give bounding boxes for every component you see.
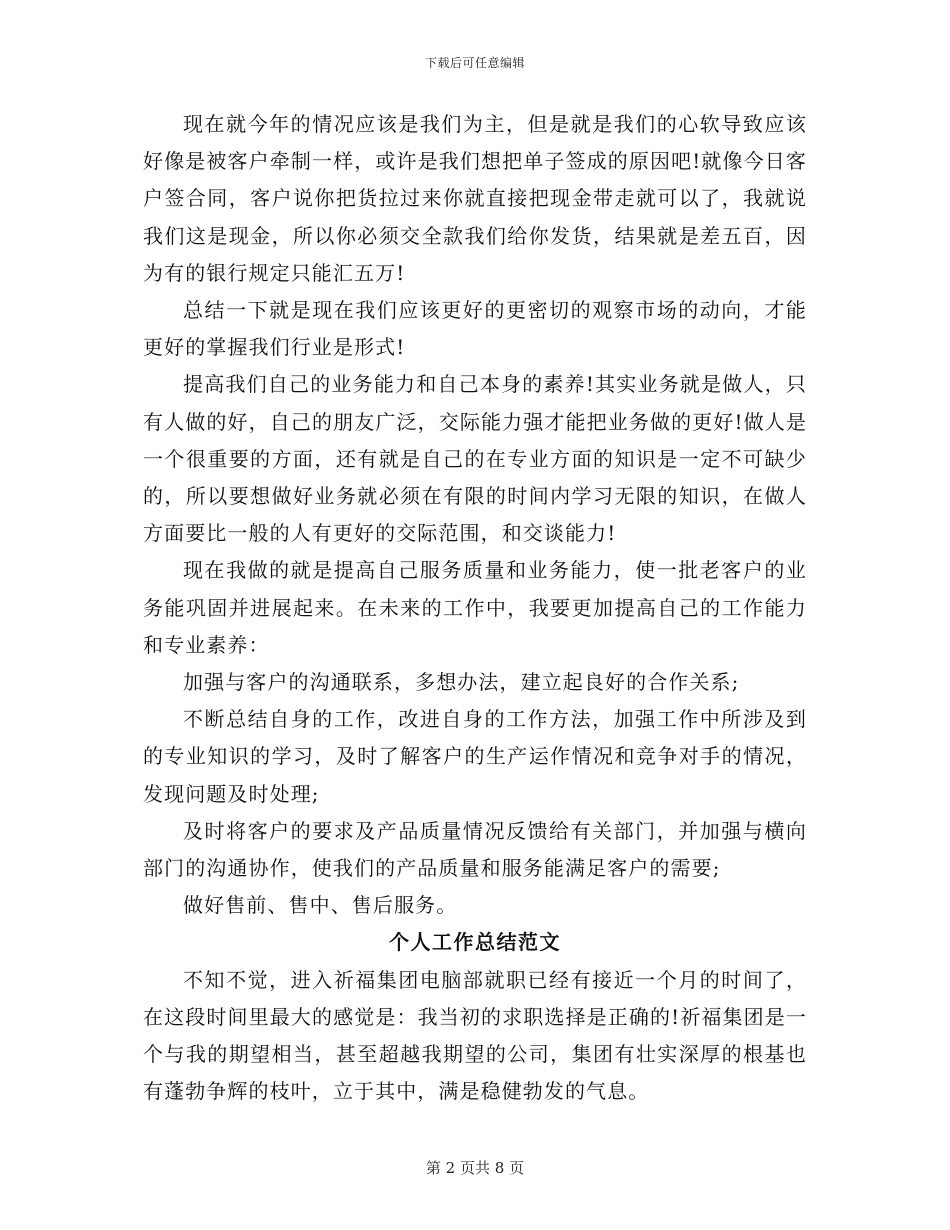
paragraph: 不知不觉，进入祈福集团电脑部就职已经有接近一个月的时间了，在这段时间里最大的感觉是：我当初的求职选择是正确的!祈福集团是一个与我的期望相当，甚至超越我期望的公司，集团有壮实深厚的根基也有蓬勃争辉的枝叶，立于其中，满是稳健勃发的气息。 — [143, 967, 807, 1104]
paragraph: 做好售前、售中、售后服务。 — [183, 893, 458, 918]
section-heading: 个人工作总结范文 — [389, 930, 561, 955]
paragraph: 加强与客户的沟通联系，多想办法，建立起良好的合作关系; — [183, 670, 740, 695]
paragraph: 提高我们自己的业务能力和自己本身的素养!其实业务就是做人，只有人做的好，自己的朋友广泛，交际能力强才能把业务做的更好!做人是一个很重要的方面，还有就是自己的在专业方面的知识是一定不可缺少的，所以要想做好业务就必须在有限的时间内学习无限的知识，在做人方面要比一般的人有更好的交际范围，和交谈能力! — [143, 372, 807, 546]
page-footer: 第 2 页共 8 页 — [425, 1159, 525, 1177]
paragraph: 不断总结自身的工作，改进自身的工作方法，加强工作中所涉及到的专业知识的学习，及时了解客户的生产运作情况和竞争对手的情况，发现问题及时处理; — [143, 707, 807, 806]
paragraph: 现在就今年的情况应该是我们为主，但是就是我们的心软导致应该好像是被客户牵制一样，或许是我们想把单子签成的原因吧!就像今日客户签合同，客户说你把货拉过来你就直接把现金带走就可以了，我就说我们这是现金，所以你必须交全款我们给你发货，结果就是差五百，因为有的银行规定只能汇五万! — [143, 112, 807, 285]
paragraph: 现在我做的就是提高自己服务质量和业务能力，使一批老客户的业务能巩固并进展起来。在未来的工作中，我要更加提高自己的工作能力和专业素养： — [143, 558, 807, 657]
page-header: 下载后可任意编辑 — [424, 56, 525, 70]
document-body — [143, 106, 807, 1110]
paragraph: 及时将客户的要求及产品质量情况反馈给有关部门，并加强与横向部门的沟通协作，使我们的产品质量和服务能满足客户的需要; — [143, 818, 807, 881]
paragraph: 总结一下就是现在我们应该更好的更密切的观察市场的动向，才能更好的掌握我们行业是形式! — [143, 298, 807, 360]
